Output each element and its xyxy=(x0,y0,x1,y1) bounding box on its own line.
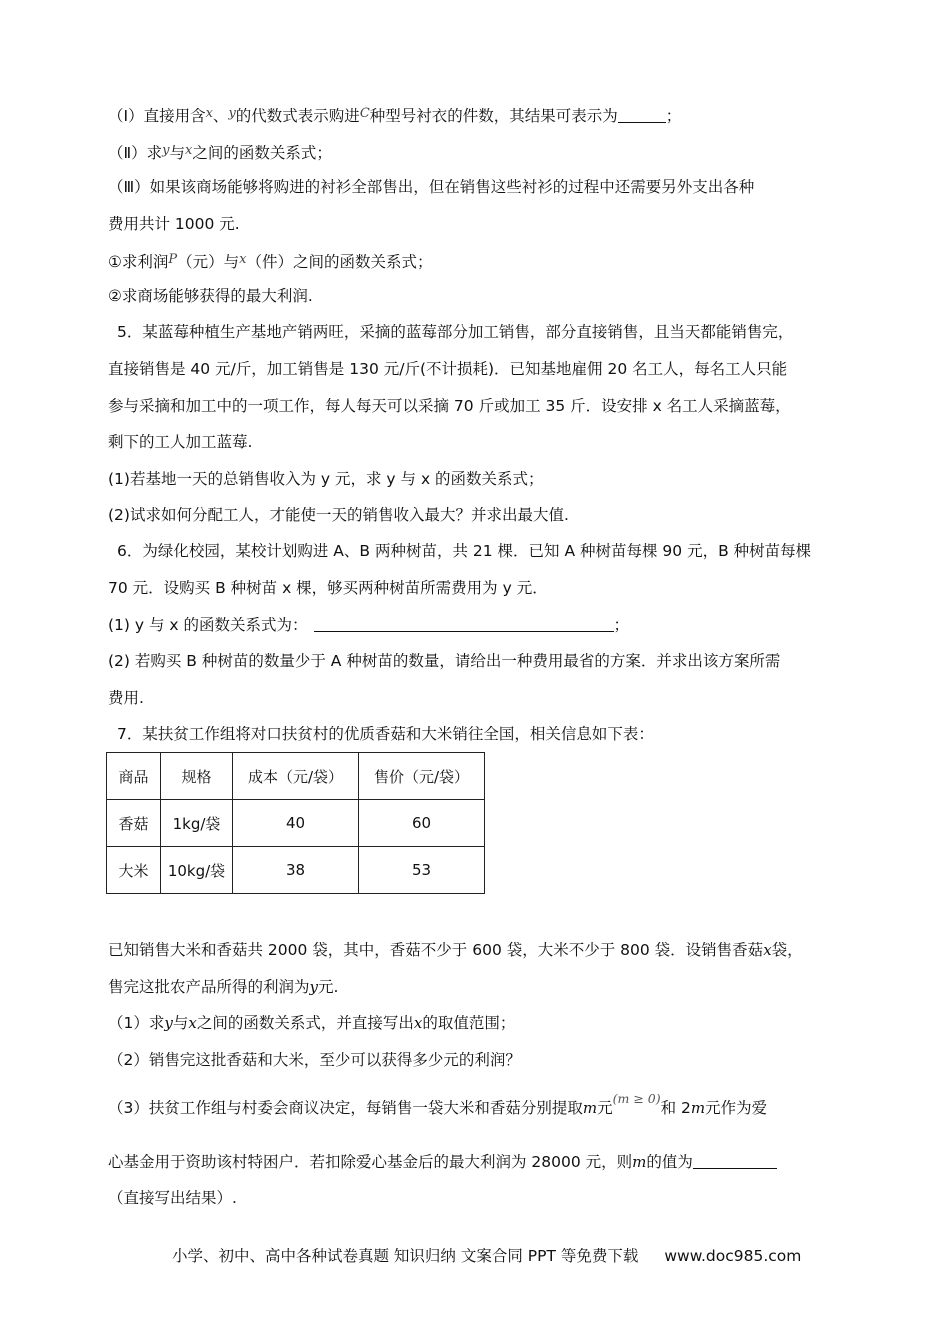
footer-text: 小学、初中、高中各种试卷真题 知识归纳 文案合同 PPT 等免费下载 xyxy=(172,1247,639,1265)
text: 与 xyxy=(169,144,186,162)
text: 种型号衬衣的件数，其结果可表示为 xyxy=(369,107,618,125)
answer-blank[interactable] xyxy=(314,617,614,632)
text: （Ⅱ）求 xyxy=(108,144,163,162)
text: ①求利润 xyxy=(108,253,169,271)
q5-line2: 直接销售是 40 元/斤，加工销售是 130 元/斤(不计损耗)．已知基地雇佣 20 名工人，每名工人只能 xyxy=(108,360,788,378)
table-header-cell: 商品 xyxy=(107,753,161,800)
q6-line3 xyxy=(108,615,629,635)
text: （件）之间的函数关系式； xyxy=(246,253,433,271)
q5-line1: 5．某蓝莓种植生产基地产销两旺，采摘的蓝莓部分加工销售，部分直接销售，且当天都能销售完， xyxy=(117,323,794,341)
text: 的值为 xyxy=(646,1153,693,1171)
var-y: y xyxy=(164,1014,173,1032)
q5-line4: 剩下的工人加工蓝莓. xyxy=(108,433,253,451)
q6-line1: 6．为绿化校园，某校计划购进 A、B 两种树苗，共 21 棵．已知 A 种树苗每棵 90 元，B 种树苗每棵 xyxy=(117,542,812,560)
text: 心基金用于资助该村特困户．若扣除爱心基金后的最大利润为 28000 元，则 xyxy=(108,1153,633,1171)
text: 与 xyxy=(172,1014,189,1032)
var-y: y xyxy=(162,143,170,158)
condition-m: (m ≥ 0) xyxy=(612,1091,661,1106)
var-x: x xyxy=(188,1014,197,1032)
var-x: x xyxy=(239,252,247,267)
text: （1）求 xyxy=(108,1014,165,1032)
table-header-cell: 售价（元/袋） xyxy=(359,753,485,800)
text: ； xyxy=(613,616,630,634)
q4-sub1 xyxy=(108,250,433,272)
text: (1) y 与 x 的函数关系式为： xyxy=(108,616,308,634)
var-x: x xyxy=(205,106,213,121)
table-row xyxy=(107,847,485,894)
product-table xyxy=(106,752,485,894)
q6-line2: 70 元．设购买 B 种树苗 x 棵，够买两种树苗所需费用为 y 元． xyxy=(108,579,548,597)
answer-blank[interactable] xyxy=(618,108,666,123)
q7-line6 xyxy=(108,1091,768,1119)
var-y: y xyxy=(309,978,318,996)
var-x: x xyxy=(413,1014,423,1032)
var-p: P xyxy=(168,252,178,267)
text: 已知销售大米和香菇共 2000 袋，其中，香菇不少于 600 袋，大米不少于 800 袋．设销售香菇 xyxy=(108,941,764,959)
q4-part1 xyxy=(108,104,681,126)
text: 和 2 xyxy=(660,1099,691,1117)
text: 的代数式表示购进 xyxy=(235,107,360,125)
text: 、 xyxy=(212,107,229,125)
q4-sub2: ②求商场能够获得的最大利润. xyxy=(108,287,313,305)
table-cell: 香菇 xyxy=(107,800,161,847)
q4-part3-line1: （Ⅲ）如果该商场能够将购进的衬衫全部售出，但在销售这些衬衫的过程中还需要另外支出各种 xyxy=(108,178,755,196)
q7-line2 xyxy=(108,940,803,960)
var-x: x xyxy=(185,143,193,158)
text: （3）扶贫工作组与村委会商议决定，每销售一袋大米和香菇分别提取 xyxy=(108,1099,583,1117)
q6-line5: 费用. xyxy=(108,689,144,707)
q5-line5: (1)若基地一天的总销售收入为 y 元，求 y 与 x 的函数关系式； xyxy=(108,470,544,488)
var-x: x xyxy=(763,941,772,959)
table-cell: 1kg/袋 xyxy=(161,800,233,847)
var-m: m xyxy=(690,1099,706,1117)
text: 之间的函数关系式，并直接写出 xyxy=(196,1014,414,1032)
table-cell: 40 xyxy=(233,800,359,847)
answer-blank[interactable] xyxy=(693,1154,777,1169)
text: 元 xyxy=(597,1099,613,1117)
q5-line3: 参与采摘和加工中的一项工作，每人每天可以采摘 70 斤或加工 35 斤．设安排 x 名工人采摘蓝莓， xyxy=(108,397,791,415)
q7-line8: （直接写出结果）. xyxy=(108,1189,237,1207)
text: 元作为爱 xyxy=(705,1099,768,1117)
q6-line4: (2) 若购买 B 种树苗的数量少于 A 种树苗的数量，请给出一种费用最省的方案．并求出该方案所需 xyxy=(108,652,781,670)
text: （Ⅰ）直接用含 xyxy=(108,107,206,125)
text: 之间的函数关系式； xyxy=(192,144,332,162)
q7-line4 xyxy=(108,1013,515,1033)
var-y: y xyxy=(228,106,236,121)
q4-part2 xyxy=(108,141,332,163)
table-row xyxy=(107,800,485,847)
table-cell: 60 xyxy=(359,800,485,847)
text: ； xyxy=(665,107,682,125)
var-c: C xyxy=(359,106,370,121)
table-header-cell: 成本（元/袋） xyxy=(233,753,359,800)
text: 元. xyxy=(318,978,339,996)
text: 的取值范围； xyxy=(422,1014,516,1032)
q7-line7 xyxy=(108,1152,777,1172)
q7-line1: 7．某扶贫工作组将对口扶贫村的优质香菇和大米销往全国，相关信息如下表： xyxy=(117,725,654,743)
table-header-row xyxy=(107,753,485,800)
table-cell: 10kg/袋 xyxy=(161,847,233,894)
q7-line5: （2）销售完这批香菇和大米，至少可以获得多少元的利润？ xyxy=(108,1051,521,1069)
page-footer xyxy=(172,1244,801,1266)
text: 袋， xyxy=(771,941,803,959)
table-cell: 53 xyxy=(359,847,485,894)
table-cell: 大米 xyxy=(107,847,161,894)
table-header-cell: 规格 xyxy=(161,753,233,800)
var-m: m xyxy=(582,1099,598,1117)
q5-line6: (2)试求如何分配工人，才能使一天的销售收入最大？并求出最大值. xyxy=(108,506,569,524)
table-cell: 38 xyxy=(233,847,359,894)
q7-line3 xyxy=(108,977,338,997)
text: （元）与 xyxy=(177,253,240,271)
q4-part3-line2: 费用共计 1000 元. xyxy=(108,215,240,233)
footer-link[interactable]: www.doc985.com xyxy=(664,1247,802,1265)
text: 售完这批农产品所得的利润为 xyxy=(108,978,310,996)
var-m: m xyxy=(632,1153,647,1171)
